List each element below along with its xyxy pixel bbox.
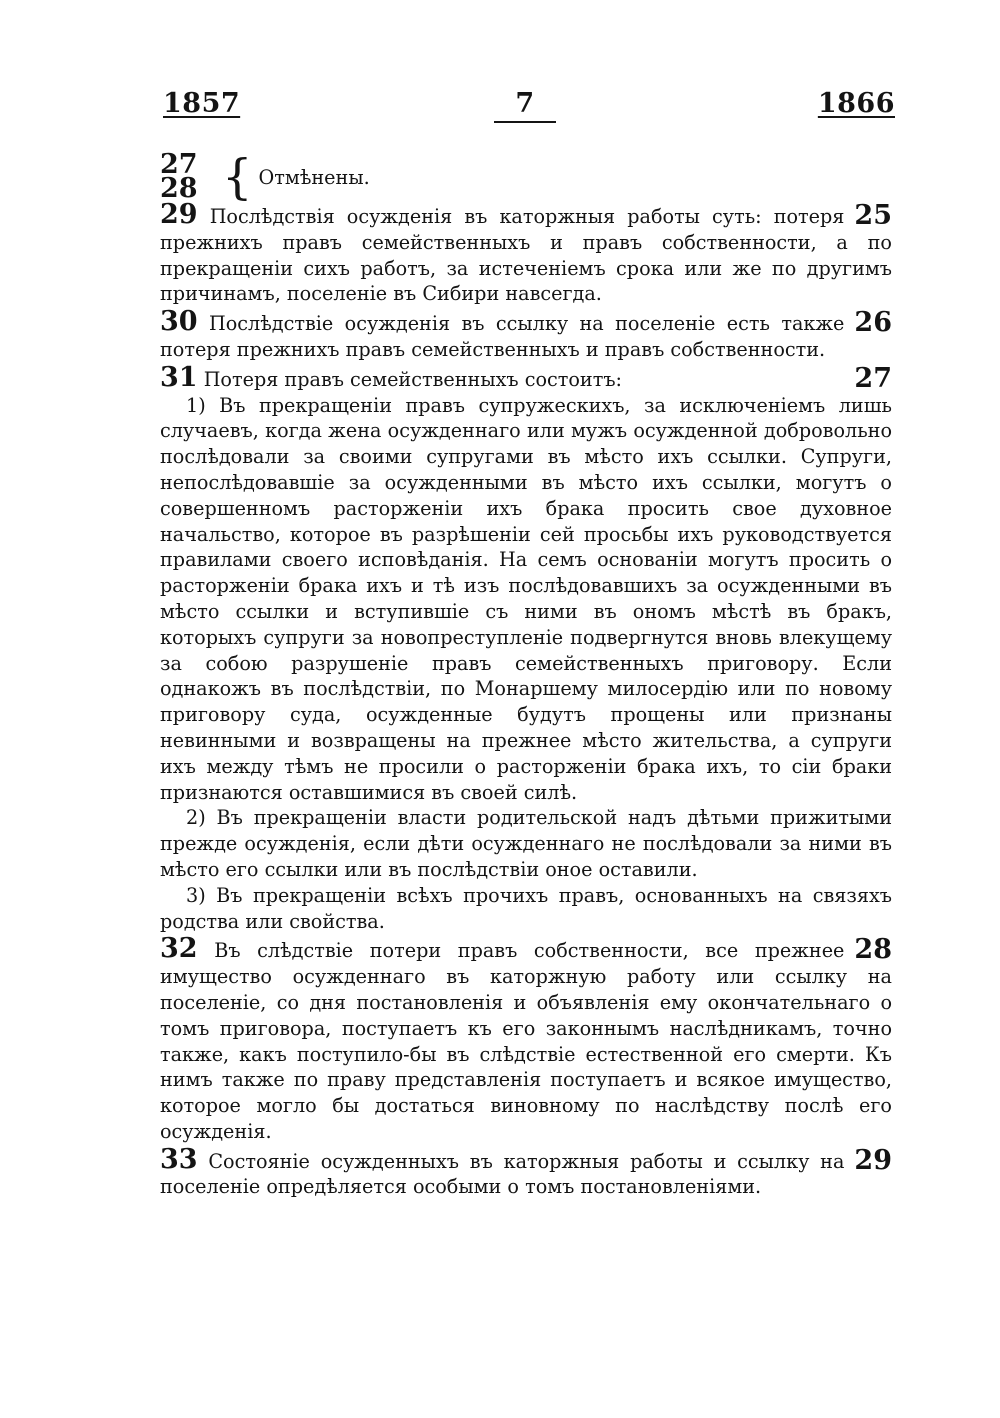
margin-number: 27	[854, 362, 892, 394]
article-text: Потеря правъ семейственныхъ состоитъ:	[203, 367, 622, 391]
repealed-text: Отмѣнены.	[258, 165, 370, 189]
article-number: 30	[160, 306, 198, 338]
subitem-3: 3) Въ прекращеніи всѣхъ прочихъ правъ, основанныхъ на связяхъ родства или свойства.	[160, 883, 892, 933]
article-text: Послѣдствіе осужденія въ ссылку на поселеніе есть также потеря прежнихъ правъ семейственныхъ и правъ собственности.	[160, 312, 845, 361]
article-text: Послѣдствія осужденія въ каторжныя работы суть: потеря прежнихъ правъ семейственныхъ и правъ собственности, а по прекращеніи сихъ работъ, за истеченіемъ срока или же по другимъ причинамъ, поселеніе въ Сибири навсегда.	[160, 205, 892, 306]
article-31	[160, 361, 892, 394]
article-number: 33	[160, 1143, 198, 1175]
header-year-to: 1866	[817, 88, 895, 119]
margin-number: 28	[854, 934, 892, 966]
subitem-2: 2) Въ прекращеніи власти родительской надъ дѣтьми прижитыми прежде осужденія, если дѣти осужденнаго не послѣдовали за ними въ мѣсто его ссылки или въ послѣдствіи оное оставили.	[160, 806, 892, 881]
article-number: 32	[160, 933, 198, 965]
article-29	[160, 199, 892, 307]
article-33	[160, 1143, 892, 1201]
header-year-from: 1857	[163, 88, 241, 119]
margin-number: 25	[854, 200, 892, 231]
article-number: 31	[160, 361, 198, 393]
repealed-articles	[160, 150, 892, 204]
page-number: 7	[494, 88, 556, 123]
article-text: Въ слѣдствіе потери правъ собственности, все прежнее имущество осужденнаго въ каторжную работу или ссылку на поселеніе, со дня постановленія и объявленія ему окончательнаго о томъ приговора, поступаетъ къ его законнымъ наслѣдникамъ, точно также, какъ поступило-бы въ слѣдствіе естественной его смерти. Къ нимъ также по праву представленія поступаетъ и всякое имущество, которое могло бы достаться виновному по наслѣдству послѣ его осужденія.	[160, 939, 892, 1143]
article-number: 27	[160, 149, 198, 180]
margin-number: 29	[854, 1144, 892, 1176]
subitem-1: 1) Въ прекращеніи правъ супружескихъ, за исключеніемъ лишь случаевъ, когда жена осужденнаго или мужъ осужденной добровольно послѣдовали за своими супругами въ мѣсто ихъ ссылки. Супруги, непослѣдовавшіе за осужденными въ мѣсто ихъ ссылки, могутъ о совершенномъ расторженіи ихъ брака просить свое духовное начальство, которое въ разрѣшеніи сей просьбы ихъ руководствуется правилами своего исповѣданія. На семъ основаніи могутъ просить о расторженіи брака ихъ и тѣ изъ послѣдовавшихъ за осужденными въ мѣсто ссылки и вступившіе съ ними въ ономъ мѣстѣ въ бракъ, которыхъ супруги за новопреступленіе подвергнутся вновь влекущему за собою разрушеніе правъ семейственныхъ приговору. Если однакожъ въ послѣдствіи, по Монаршему милосердію или по новому приговору суда, осужденные будутъ прощены или признаны невинными и возвращены на прежнее мѣсто жительства, а супруги ихъ между тѣмъ не просили о расторженіи брака ихъ, то сіи браки признаются оставшимися въ своей силѣ.	[160, 393, 892, 804]
article-number: 29	[160, 199, 198, 230]
article-text: Состояніе осужденныхъ въ каторжныя работы и ссылку на поселеніе опредѣляется особыми о томъ постановленіями.	[160, 1149, 845, 1199]
document-body	[160, 150, 892, 1200]
article-30	[160, 306, 892, 363]
article-number: 28	[160, 173, 198, 204]
article-32	[160, 933, 892, 1144]
brace-icon: {	[222, 149, 253, 205]
margin-number: 26	[854, 307, 892, 339]
